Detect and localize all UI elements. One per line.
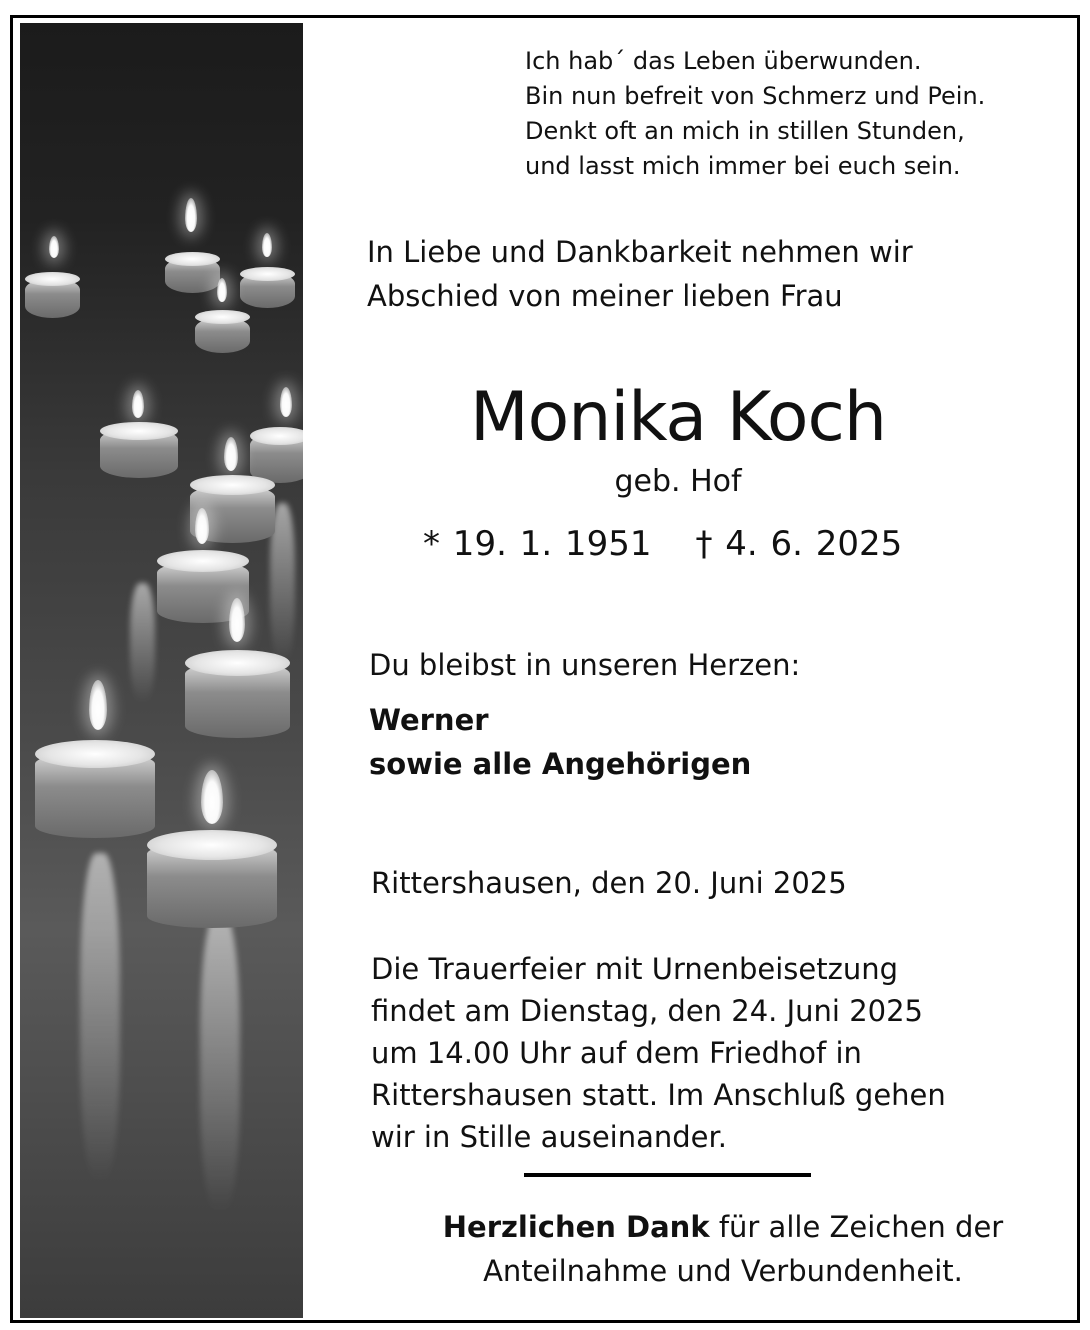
mourner-name: Werner	[369, 703, 489, 737]
poem-line: Bin nun befreit von Schmerz und Pein.	[525, 82, 986, 110]
poem-line: Ich hab´ das Leben überwunden.	[525, 47, 922, 75]
thanks-line2: Anteilnahme und Verbundenheit.	[483, 1254, 963, 1288]
obituary-frame	[10, 15, 1080, 1323]
thanks-bold: Herzlichen Dank	[442, 1210, 710, 1244]
intro-text	[367, 230, 913, 318]
ceremony-info	[371, 948, 946, 1158]
place-date: Rittershausen, den 20. Juni 2025	[371, 866, 847, 900]
ceremony-line: findet am Dienstag, den 24. Juni 2025	[371, 994, 924, 1028]
mourner-name: sowie alle Angehörigen	[369, 747, 752, 781]
mourners-heading: Du bleibst in unseren Herzen:	[369, 648, 801, 682]
birth-date: * 19. 1. 1951	[423, 524, 652, 564]
ceremony-line: wir in Stille auseinander.	[371, 1120, 728, 1154]
mourners-list	[369, 698, 751, 786]
ceremony-line: um 14.00 Uhr auf dem Friedhof in	[371, 1036, 862, 1070]
intro-line: Abschied von meiner lieben Frau	[367, 279, 843, 313]
thanks-text	[373, 1205, 1073, 1293]
poem-line: Denkt oft an mich in stillen Stunden,	[525, 117, 965, 145]
poem-line: und lasst mich immer bei euch sein.	[525, 152, 961, 180]
divider	[524, 1173, 811, 1177]
deceased-name: Monika Koch	[469, 378, 887, 457]
death-date: † 4. 6. 2025	[695, 524, 903, 564]
ceremony-line: Rittershausen statt. Im Anschluß gehen	[371, 1078, 946, 1112]
life-dates	[423, 524, 902, 564]
intro-line: In Liebe und Dankbarkeit nehmen wir	[367, 235, 913, 269]
birth-name: geb. Hof	[614, 464, 742, 499]
ceremony-line: Die Trauerfeier mit Urnenbeisetzung	[371, 952, 898, 986]
poem	[525, 44, 985, 184]
obituary-text	[313, 18, 1077, 1320]
thanks-rest: für alle Zeichen der	[709, 1210, 1004, 1244]
candles-photo-icon	[20, 23, 303, 1318]
